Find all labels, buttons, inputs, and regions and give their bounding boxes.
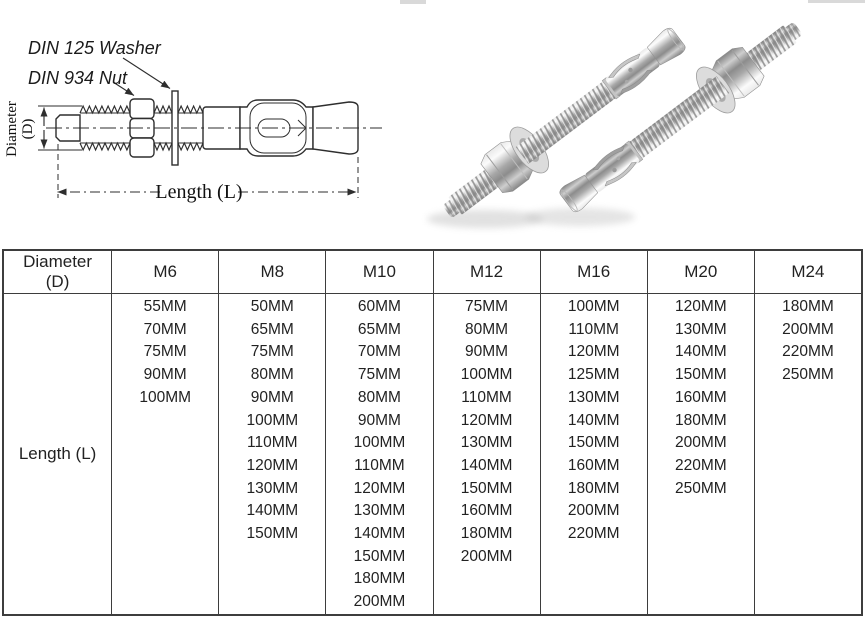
- length-value: 140MM: [567, 411, 620, 429]
- length-value: 250MM: [782, 366, 834, 384]
- length-value: 100MM: [139, 388, 192, 406]
- table-size-header-m20: M20: [647, 251, 754, 294]
- length-value: 150MM: [674, 366, 727, 384]
- length-value: 75MM: [250, 343, 294, 361]
- length-value: 200MM: [567, 502, 620, 520]
- photo-edge-strip: [808, 0, 865, 3]
- length-value: 100MM: [567, 298, 620, 315]
- table-length-cell-m6: [111, 294, 218, 614]
- length-value: 220MM: [782, 343, 834, 361]
- table-length-cell-m10: [325, 294, 432, 614]
- length-value: 220MM: [567, 525, 620, 543]
- length-value: 200MM: [674, 434, 727, 452]
- length-value: 75MM: [465, 298, 509, 315]
- length-value: 100MM: [246, 411, 299, 429]
- length-value: 200MM: [782, 320, 834, 338]
- table-length-cell-m16: [540, 294, 647, 614]
- length-value: 150MM: [567, 434, 620, 452]
- product-photo: [400, 0, 865, 245]
- washer-leader-line: [123, 58, 170, 89]
- length-value: 100MM: [353, 434, 406, 452]
- length-value: 180MM: [674, 411, 727, 429]
- table-row-label: Length (L): [18, 444, 97, 463]
- thread-profile: [154, 106, 172, 113]
- length-value: 110MM: [354, 456, 405, 474]
- size-table: [2, 249, 863, 616]
- length-value: 130MM: [460, 434, 513, 452]
- length-value: 80MM: [357, 388, 401, 406]
- length-value: 120MM: [353, 479, 406, 497]
- length-value: 180MM: [353, 570, 406, 588]
- table-size-header-m8: M8: [218, 251, 325, 294]
- length-value: 250MM: [674, 479, 727, 497]
- length-value: 130MM: [246, 479, 299, 497]
- length-value: 140MM: [674, 343, 727, 361]
- table-size-header-m24: M24: [754, 251, 861, 294]
- length-value: 130MM: [353, 502, 406, 520]
- length-value: 160MM: [674, 388, 727, 406]
- length-value: 220MM: [674, 456, 727, 474]
- length-value: 160MM: [567, 456, 620, 474]
- length-value: 75MM: [143, 343, 187, 361]
- table-corner-header: Diameter (D): [4, 251, 111, 294]
- length-value: 70MM: [143, 320, 187, 338]
- length-value: 50MM: [250, 298, 294, 315]
- length-value: 55MM: [143, 298, 187, 315]
- length-value: 200MM: [460, 547, 513, 565]
- length-value: 140MM: [460, 456, 513, 474]
- table-length-cell-m12: [433, 294, 540, 614]
- length-value: 75MM: [357, 366, 401, 384]
- length-value: 180MM: [460, 525, 513, 543]
- table-size-header-m6: M6: [111, 251, 218, 294]
- washer-label: DIN 125 Washer: [28, 38, 161, 58]
- length-value: 120MM: [567, 343, 620, 361]
- length-value: 90MM: [143, 366, 187, 384]
- thread-profile: [154, 143, 172, 150]
- length-value: 150MM: [460, 479, 513, 497]
- length-value: 65MM: [357, 320, 401, 338]
- diameter-label-line2: (D): [20, 118, 36, 140]
- length-value: 120MM: [674, 298, 727, 315]
- length-value: 140MM: [353, 525, 406, 543]
- anchor-drawing: [46, 91, 382, 165]
- length-value: 90MM: [465, 343, 509, 361]
- length-value: 110MM: [568, 320, 619, 338]
- table-size-header-m16: M16: [540, 251, 647, 294]
- length-value: 110MM: [247, 434, 298, 452]
- thread-profile: [80, 143, 130, 150]
- length-value: 150MM: [246, 525, 299, 543]
- length-value: 80MM: [250, 366, 294, 384]
- length-value: 130MM: [674, 320, 727, 338]
- thread-profile: [80, 106, 130, 113]
- length-value: 90MM: [250, 388, 294, 406]
- table-size-header-m12: M12: [433, 251, 540, 294]
- length-value: 125MM: [567, 366, 620, 384]
- length-label: Length (L): [155, 181, 243, 203]
- technical-drawing: [0, 0, 400, 245]
- table-size-header-m10: M10: [325, 251, 432, 294]
- thread-profile: [178, 106, 203, 113]
- length-value: 200MM: [353, 593, 406, 611]
- length-value: 110MM: [461, 388, 512, 406]
- length-value: 150MM: [353, 547, 406, 565]
- length-value: 120MM: [246, 456, 299, 474]
- length-value: 180MM: [782, 298, 834, 315]
- photo-edge-strip: [400, 0, 426, 4]
- thread-profile: [178, 143, 203, 150]
- nut-label: DIN 934 Nut: [28, 68, 128, 88]
- length-value: 90MM: [357, 411, 401, 429]
- length-value: 65MM: [250, 320, 294, 338]
- length-value: 100MM: [460, 366, 513, 384]
- length-value: 160MM: [460, 502, 513, 520]
- table-length-cell-m8: [218, 294, 325, 614]
- length-value: 60MM: [357, 298, 401, 315]
- length-value: 80MM: [465, 320, 509, 338]
- length-value: 140MM: [246, 502, 299, 520]
- length-value: 130MM: [567, 388, 620, 406]
- diameter-label-line1: Diameter: [4, 101, 20, 157]
- length-value: 120MM: [460, 411, 513, 429]
- length-value: 70MM: [357, 343, 401, 361]
- length-value: 180MM: [567, 479, 620, 497]
- table-length-cell-m24: [754, 294, 861, 614]
- table-length-cell-m20: [647, 294, 754, 614]
